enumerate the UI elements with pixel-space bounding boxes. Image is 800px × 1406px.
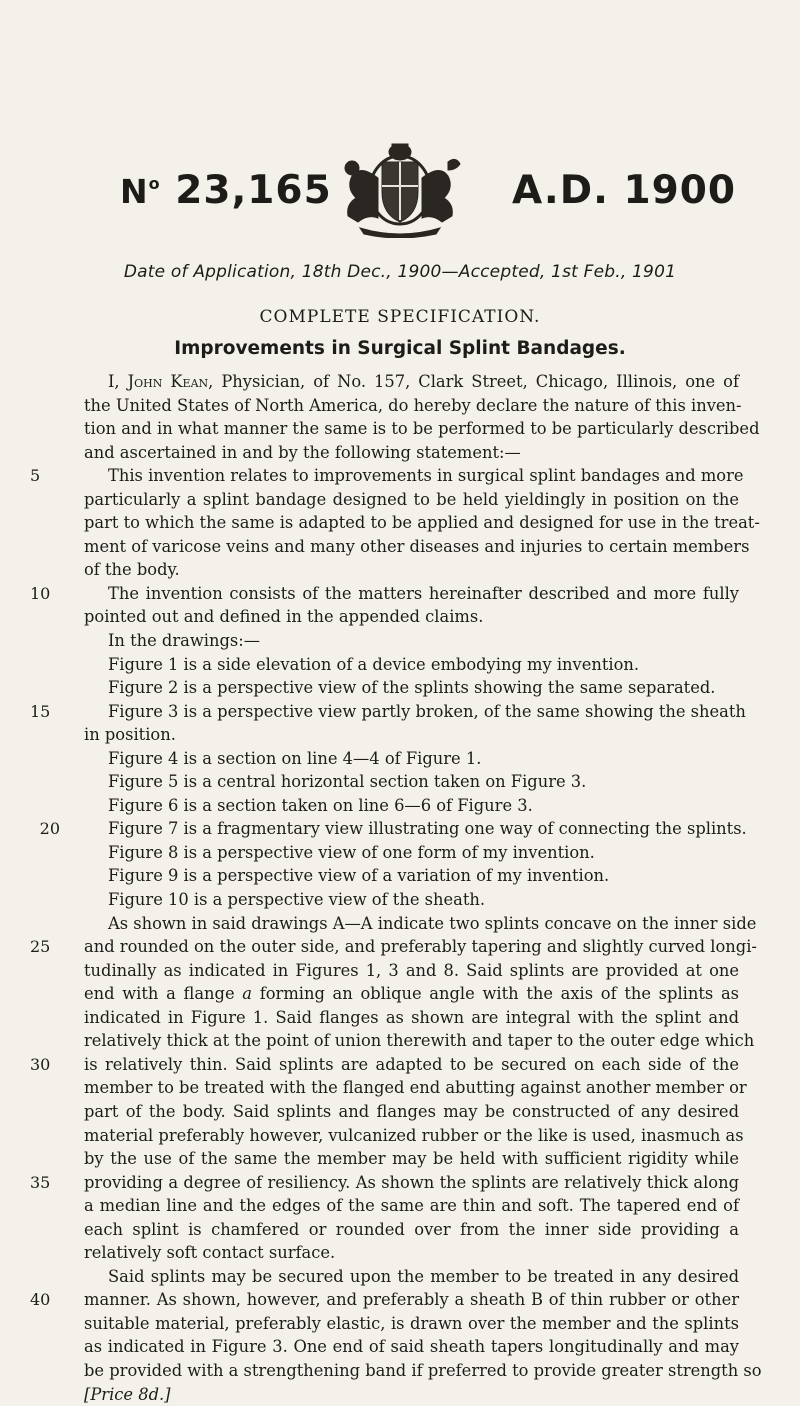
body-line: Figure 6 is a section taken on line 6—6 of Figure 3. (108, 795, 533, 815)
body-line: pointed out and defined in the appended claims. (84, 607, 484, 627)
patent-number: $N^o$ 23,165 (120, 168, 332, 213)
body-line: Figure 9 is a perspective view of a variation of my invention. (108, 866, 610, 886)
body-line: 30 is relatively thin. Said splints are adapted to be secured on each side of the (84, 1053, 739, 1077)
body-line: particularly a splint bandage designed to be held yieldingly in position on the (84, 489, 739, 509)
body-line: relatively thick at the point of union therewith and taper to the outer edge which (84, 1031, 755, 1051)
line-number: 15 (30, 701, 51, 721)
body-line: 35 providing a degree of resiliency. As shown the splints are relatively thick along (84, 1171, 739, 1195)
line-number: 10 (30, 583, 51, 603)
body-line: as indicated in Figure 3. One end of said sheath tapers longitudinally and may (84, 1337, 739, 1357)
body-line: end with a flange a forming an oblique angle with the axis of the splints as (84, 984, 740, 1004)
body-line: 40 manner. As shown, however, and preferably a sheath B of thin rubber or other (84, 1288, 739, 1312)
body-line: Figure 2 is a perspective view of the splints showing the same separated. (108, 678, 716, 698)
body-line: ment of varicose veins and many other diseases and injuries to certain members (84, 536, 750, 556)
body-line: indicated in Figure 1. Said flanges as shown are integral with the splint and (84, 1007, 739, 1027)
body-line: Figure 10 is a perspective view of the sheath. (108, 890, 486, 910)
body-line: Figure 4 is a section on line 4—4 of Figure 1. (108, 748, 482, 768)
body-line: tion and in what manner the same is to be performed to be particularly described (84, 419, 760, 439)
body-line: by the use of the same the member may be held with sufficient rigidity while (84, 1149, 739, 1169)
body-line: of the body. (84, 560, 180, 580)
body-line: suitable material, preferably elastic, is drawn over the member and the splints (84, 1313, 739, 1333)
body-line: tudinally as indicated in Figures 1, 3 and 8. Said splints are provided at one (84, 960, 739, 980)
body-line: 10 The invention consists of the matters hereinafter described and more fully (84, 582, 739, 606)
body-line: Said splints may be secured upon the member to be treated in any desired (108, 1266, 739, 1286)
body-line: in position. (84, 725, 176, 745)
body-line: a median line and the edges of the same are thin and soft. The tapered end of (84, 1196, 739, 1216)
patent-header (0, 138, 800, 238)
body-line: Figure 8 is a perspective view of one form of my invention. (108, 842, 595, 862)
line-number: 5 (30, 466, 41, 486)
line-number: 30 (30, 1054, 51, 1074)
flange-reference: a (242, 984, 253, 1004)
body-line: the United States of North America, do hereby declare the nature of this inven- (84, 395, 742, 415)
spec-heading: COMPLETE SPECIFICATION. (259, 307, 541, 327)
body-line: member to be treated with the flanged end abutting against another member or (84, 1078, 747, 1098)
application-dateline: Date of Application, 18th Dec., 1900—Accepted, 1st Feb., 1901 (123, 262, 677, 282)
patent-title: Improvements in Surgical Splint Bandages. (174, 338, 626, 359)
body-line: Figure 1 is a side elevation of a device embodying my invention. (108, 654, 640, 674)
body-line: 20 Figure 7 is a fragmentary view illustrating one way of connecting the splints. (84, 817, 739, 841)
inventor-name: John Kean (127, 372, 209, 391)
body-line: material preferably however, vulcanized rubber or the like is used, inasmuch as (84, 1125, 744, 1145)
body-line: 25 and rounded on the outer side, and preferably tapering and slightly curved longi- (84, 935, 739, 959)
body-line: part to which the same is adapted to be applied and designed for use in the treat- (84, 513, 760, 533)
body-line: relatively soft contact surface. (84, 1243, 336, 1263)
line-number: 20 (39, 819, 60, 839)
body-line: I, John Kean, Physician, of No. 157, Clark Street, Chicago, Illinois, one of (108, 372, 739, 391)
body-line: In the drawings:— (108, 631, 261, 651)
body-line: and ascertained in and by the following statement:— (84, 442, 521, 462)
price-label: [Price 8d.] (84, 1384, 171, 1404)
patent-year: A.D. 1900 (512, 168, 737, 213)
body-line: As shown in said drawings A—A indicate two splints concave on the inner side (108, 913, 757, 933)
line-number: 40 (30, 1290, 51, 1310)
specification-body (30, 370, 762, 1406)
body-line: 5 This invention relates to improvements in surgical splint bandages and more (84, 464, 739, 488)
body-line: each splint is chamfered or rounded over from the inner side providing a (84, 1219, 739, 1239)
body-line: Figure 5 is a central horizontal section taken on Figure 3. (108, 772, 587, 792)
body-line: 15 Figure 3 is a perspective view partly broken, of the same showing the sheath (84, 700, 739, 724)
line-number: 25 (30, 937, 51, 957)
line-number: 35 (30, 1172, 51, 1192)
royal-coat-of-arms-icon (330, 138, 470, 238)
body-line: be provided with a strengthening band if preferred to provide greater strength so (84, 1360, 762, 1380)
body-line: part of the body. Said splints and flanges may be constructed of any desired (84, 1101, 739, 1121)
